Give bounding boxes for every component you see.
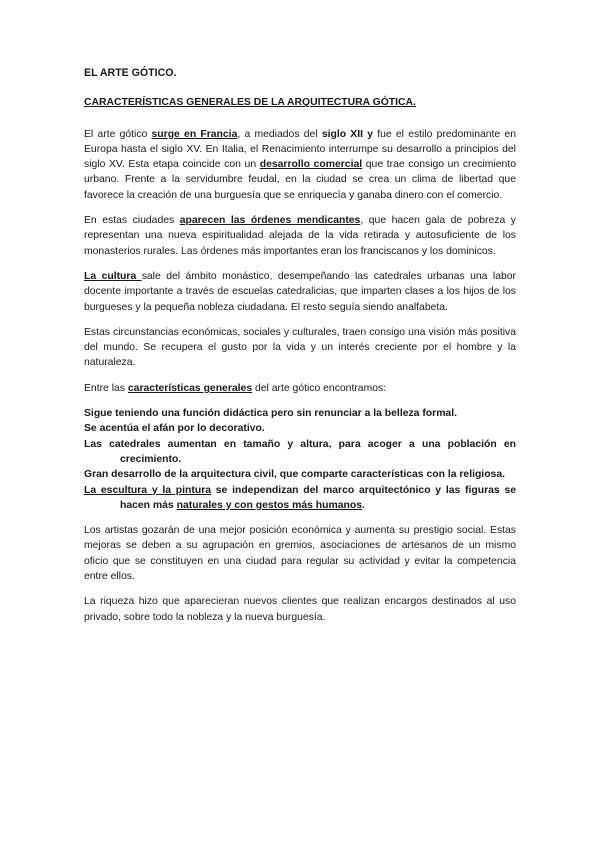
paragraph-origins — [84, 127, 516, 203]
p2-text-c: , que hacen gala de pobreza y representan una nueva espiritualidad alejada de la vida retirada y autosuficiente de los monasterios rurales. Las órdenes más importantes eran los franciscanos y los dominicos. — [84, 215, 516, 257]
p3-text-b: sale del ámbito monástico, desempeñando las catedrales urbanas una labor docente importante a través de escuelas catedralicias, que imparten clases a los hijos de los burgueses y la pequeña nobleza ciudadana. El resto seguía siendo analfabeta. — [84, 270, 516, 313]
p5-text-c: del arte gótico encontramos: — [252, 382, 387, 394]
list-item: Las catedrales aumentan en tamaño y altura, para acoger a una población en crecimiento. — [84, 438, 516, 465]
p5-highlight-caracteristicas: características generales — [127, 382, 253, 394]
list-item — [84, 483, 516, 514]
list-text-d: . — [361, 499, 365, 511]
paragraph-cultura — [84, 269, 516, 315]
paragraph-artistas: Los artistas gozarán de una mejor posición económica y aumenta su prestigio social. Estas mejoras se deben a su agrupación en gremios, asociaciones de artesanos de un mismo oficio que se constituyen en una ciudad para regular su actividad y evitar la competencia entre ellos. — [84, 525, 516, 583]
list-text-b: se independizan del marco arquitectónico y las figuras se hacen más — [120, 484, 516, 511]
p5-text-a: Entre las — [84, 382, 128, 394]
p1-highlight-comercial: desarrollo comercial — [259, 159, 363, 171]
paragraph-circunstancias: Estas circunstancias económicas, sociales y culturales, traen consigo una visión más positiva del mundo. Se recupera el gusto por la vida y un interés creciente por el hombre y la naturaleza. — [84, 326, 516, 369]
list-highlight-escultura: La escultura y la pintura — [84, 484, 212, 496]
document-title: EL ARTE GÓTICO. — [84, 67, 177, 79]
document-page — [84, 66, 516, 635]
p2-highlight-ordenes: aparecen las órdenes mendicantes — [179, 215, 361, 227]
p1-text-c: , a mediados del — [237, 128, 322, 140]
paragraph-riqueza: La riqueza hizo que aparecieran nuevos clientes que realizan encargos destinados al uso privado, sobre todo la nobleza y la nueva burguesía. — [84, 596, 516, 623]
p1-text-e: fue el estilo predominante en Europa hasta el siglo XV. En Italia, el Renacimiento interrumpe su desarrollo a principios del siglo XV. Esta etapa coincide con un — [84, 128, 516, 171]
list-item: Se acentúa el afán por lo decorativo. — [84, 423, 265, 435]
document-subtitle — [84, 95, 516, 110]
paragraph-caracteristicas-intro — [84, 381, 516, 396]
characteristics-list — [84, 406, 516, 513]
p1-text-a: El arte gótico — [84, 128, 152, 140]
p3-highlight-cultura: La cultura — [84, 270, 142, 282]
list-item: Sigue teniendo una función didáctica pero sin renunciar a la belleza formal. — [84, 408, 457, 420]
p1-highlight-siglo: siglo XII y — [321, 128, 373, 140]
subtitle-text: CARACTERÍSTICAS GENERALES DE LA ARQUITECTURA GÓTICA — [84, 97, 414, 109]
list-item: Gran desarrollo de la arquitectura civil, que comparte características con la religiosa. — [84, 469, 505, 481]
p1-highlight-francia: surge en Francia — [151, 128, 238, 140]
list-highlight-naturales: naturales y con gestos más humanos — [176, 499, 362, 511]
paragraph-ordenes — [84, 213, 516, 259]
p1-text-g: que trae consigo un crecimiento urbano. Frente a la servidumbre feudal, en la ciudad se crea un clima de libertad que favorece la creación de una burguesía que se enriquecía y ganaba dinero con el comercio. — [84, 159, 516, 201]
p2-text-a: En estas ciudades — [84, 215, 180, 227]
subtitle-period: . — [413, 97, 416, 109]
